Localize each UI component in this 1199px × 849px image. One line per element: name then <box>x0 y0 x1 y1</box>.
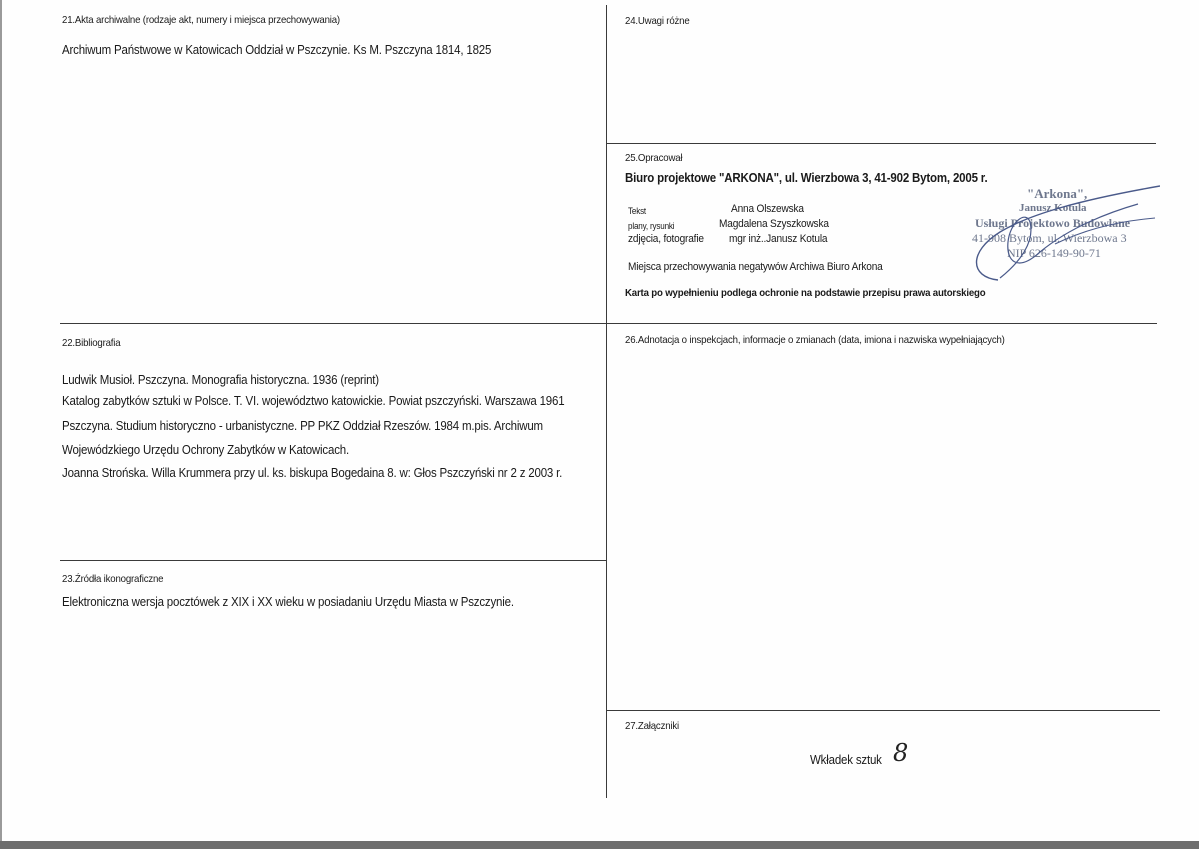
page-edge-left <box>0 0 2 849</box>
stamp-line: NIP 626-149-90-71 <box>1007 246 1101 260</box>
bibliography-line: Katalog zabytków sztuki w Polsce. T. VI. województwo katowickie. Powiat pszczyński. Warszawa 1961 <box>62 394 565 408</box>
section-23-heading: 23.Źródła ikonograficzne <box>62 573 164 585</box>
bibliography-line: Joanna Strońska. Willa Krummera przy ul. ks. biskupa Bogedaina 8. w: Głos Pszczyński nr 2 z 2003 r. <box>62 466 563 480</box>
stamp-line: Usługi Projektowo Budowlane <box>975 216 1131 230</box>
column-divider <box>606 5 607 798</box>
credit-name: mgr inż..Janusz Kotula <box>729 233 828 245</box>
section-22-heading: 22.Bibliografia <box>62 337 121 349</box>
stamp-line: "Arkona", <box>1027 186 1088 201</box>
negatives-line: Miejsca przechowywania negatywów Archiwa Biuro Arkona <box>628 261 883 273</box>
page-edge-bottom <box>0 841 1199 849</box>
section-27-heading: 27.Załączniki <box>625 720 679 732</box>
office-line: Biuro projektowe "ARKONA", ul. Wierzbowa 3, 41-902 Bytom, 2005 r. <box>625 171 988 185</box>
divider-26-27 <box>606 710 1160 711</box>
credit-name: Magdalena Szyszkowska <box>719 218 829 230</box>
section-21-text: Archiwum Państwowe w Katowicach Oddział w Pszczynie. Ks M. Pszczyna 1814, 1825 <box>62 43 492 57</box>
divider-row-1 <box>60 323 1157 324</box>
bibliography-line: Pszczyna. Studium historyczno - urbanistyczne. PP PKZ Oddział Rzeszów. 1984 m.pis. Archiwum <box>62 419 543 433</box>
section-25-heading: 25.Opracował <box>625 152 683 164</box>
signature-icon <box>960 182 1160 292</box>
section-21-heading: 21.Akta archiwalne (rodzaje akt, numery i miejsca przechowywania) <box>62 14 340 26</box>
divider-22-23 <box>60 560 607 561</box>
bibliography-line: Wojewódzkiego Urzędu Ochrony Zabytków w Katowicach. <box>62 443 349 457</box>
credit-role: Tekst <box>628 206 647 216</box>
section-26-heading: 26.Adnotacja o inspekcjach, informacje o zmianach (data, imiona i nazwiska wypełniających) <box>625 334 1005 346</box>
stamp-line: 41-908 Bytom, ul. Wierzbowa 3 <box>972 231 1127 245</box>
copyright-line: Karta po wypełnieniu podlega ochronie na podstawie przepisu prawa autorskiego <box>625 287 986 299</box>
credit-name: Anna Olszewska <box>731 203 804 215</box>
section-23-text: Elektroniczna wersja pocztówek z XIX i XX wieku w posiadaniu Urzędu Miasta w Pszczynie. <box>62 595 514 609</box>
stamp-line: Janusz Kotula <box>1019 202 1087 214</box>
attachments-count: 8 <box>893 739 909 767</box>
bibliography-line: Ludwik Musioł. Pszczyna. Monografia historyczna. 1936 (reprint) <box>62 373 379 387</box>
attachments-label: Wkładek sztuk <box>810 753 882 767</box>
divider-24-25 <box>606 143 1156 144</box>
credit-role: plany, rysunki <box>628 221 675 231</box>
credit-role: zdjęcia, fotografie <box>628 233 704 245</box>
section-24-heading: 24.Uwagi różne <box>625 15 690 27</box>
